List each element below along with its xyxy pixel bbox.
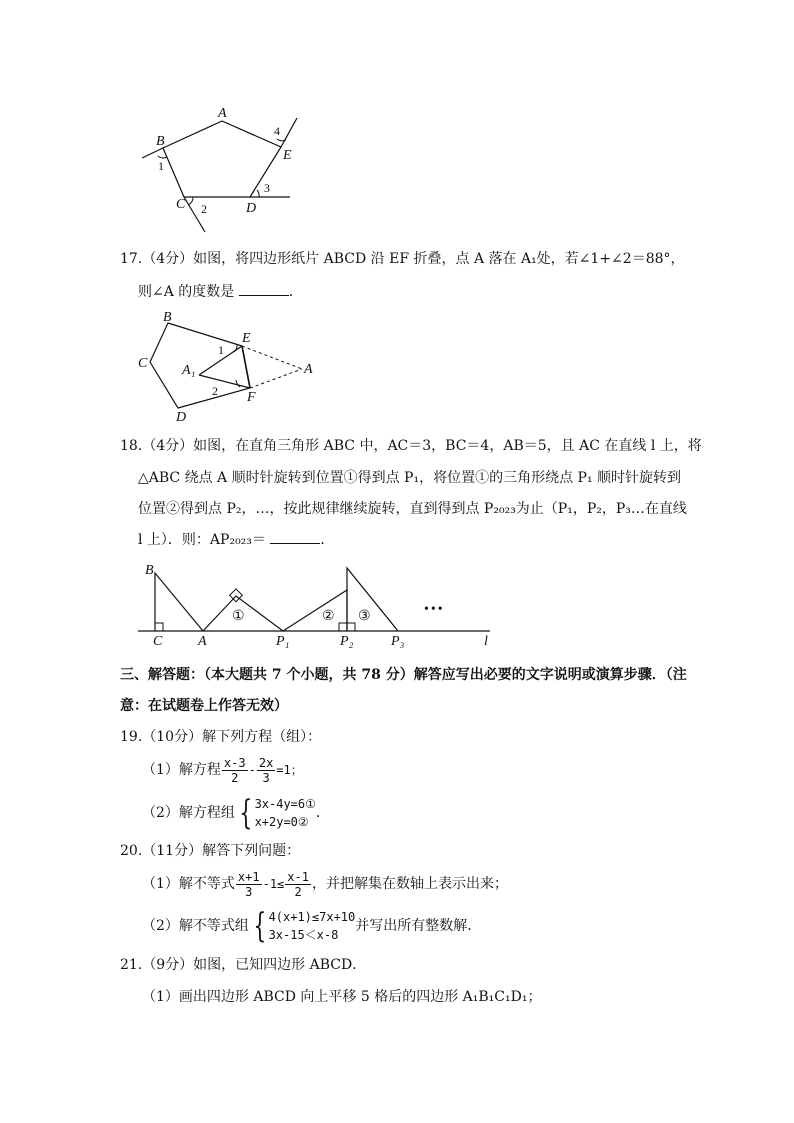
angle-4: 4 [274, 124, 280, 138]
q19-part1 [142, 752, 303, 788]
q18-line4 [138, 529, 334, 550]
inequality-2: 3x-15＜x-8 [268, 928, 339, 942]
label-b: B [145, 563, 154, 578]
triangle-position-3 [347, 568, 398, 631]
quad-shape [150, 323, 250, 408]
label-c: C [176, 197, 186, 212]
continuation-dots: ••• [424, 602, 445, 617]
inequality-1: 4(x+1)≤7x+10 [268, 910, 356, 924]
label-e: E [242, 331, 251, 346]
fraction-1 [236, 870, 262, 899]
dashed-edge-ea [242, 346, 302, 369]
q17-line1: 17.（4分）如图，将四边形纸片 ABCD 沿 EF 折叠，点 A 落在 A₁处，若∠1+∠2＝88°， [120, 251, 685, 267]
label-a: A [218, 106, 227, 121]
rotation-figure [130, 556, 500, 650]
label-e: E [283, 148, 292, 163]
angle-3: 3 [264, 181, 270, 195]
folded-edge-a1f [199, 375, 250, 388]
label-d: D [246, 201, 257, 216]
fraction-2-denominator: 3 [262, 770, 270, 785]
q18-line4-text: l 上）．则：AP₂₀₂₃＝ [138, 532, 266, 548]
angle-1: 1 [218, 343, 224, 357]
label-d: D [176, 410, 187, 425]
minus-sign: - [248, 763, 256, 777]
fraction-2-denominator: 2 [294, 884, 302, 899]
label-a1: A₁ [182, 363, 196, 378]
q18-line3: 位置②得到点 P₂，…，按此规律继续旋转，直到得到点 P₂₀₂₃为止（P₁，P₂，P₃…在直线 [138, 501, 687, 517]
angle-1: 1 [158, 159, 164, 173]
angle-2: 2 [201, 202, 207, 216]
fraction-1 [222, 756, 248, 785]
position-2-mark: ② [322, 609, 335, 624]
angle-2: 2 [212, 384, 218, 398]
fold-figure [130, 305, 330, 425]
triangle-original [155, 573, 203, 631]
q21-title: 21.（9分）如图，已知四边形 ABCD． [120, 957, 367, 973]
q17-answer-blank[interactable] [239, 281, 289, 296]
section3-line1: 三、解答题：（本大题共 7 个小题，共 78 分）解答应写出必要的文字说明或演算步骤．（注 [120, 667, 687, 683]
q18-answer-blank[interactable] [270, 529, 320, 544]
fold-line-ef [242, 346, 250, 388]
q20-part2-label: （2）解不等式组 [142, 918, 249, 934]
q19-part2 [142, 793, 330, 833]
q18-line4-end: ． [320, 532, 335, 548]
dashed-edge-fa [250, 369, 302, 388]
q17-line2 [138, 281, 303, 302]
q20-part2-end: 并写出所有整数解． [355, 918, 482, 934]
label-b: B [156, 134, 165, 149]
q17-line2-end: ． [288, 284, 303, 300]
label-c: C [138, 356, 148, 371]
fraction-2-numerator: 2x [258, 755, 274, 770]
equation-2: x+2y=0② [254, 815, 309, 829]
fraction-1-numerator: x+1 [237, 869, 260, 884]
q20-title: 20.（11分）解答下列问题： [120, 843, 301, 859]
q17-line2-text: 则∠A 的度数是 [138, 284, 235, 300]
system-brace: { [239, 793, 253, 833]
pentagon-figure [130, 95, 310, 240]
fraction-2-numerator: x-1 [287, 869, 309, 884]
q19-title: 19.（10分）解下列方程（组）： [120, 729, 322, 745]
q20-part2 [142, 906, 481, 946]
q18-line1: 18.（4分）如图，在直角三角形 ABC 中，AC＝3，BC＝4，AB＝5，且 AC 在直线 l 上，将 [120, 438, 702, 454]
label-a: A [304, 362, 313, 377]
q18-line2: △ABC 绕点 A 顺时针旋转到位置①得到点 P₁，将位置①的三角形绕点 P₁ 顺时针旋转到 [138, 470, 682, 486]
inequality-middle: -1≤ [262, 877, 285, 891]
label-f: F [247, 390, 256, 405]
position-3-mark: ③ [358, 609, 371, 624]
fraction-1-numerator: x-3 [223, 755, 246, 770]
label-a: A [198, 634, 207, 649]
q19-part1-label: （1）解方程 [142, 762, 221, 778]
q21-part1: （1）画出四边形 ABCD 向上平移 5 格后的四边形 A₁B₁C₁D₁； [142, 989, 542, 1005]
fraction-1-denominator: 3 [245, 884, 253, 899]
q19-part2-label: （2）解方程组 [142, 805, 235, 821]
q20-part1-label: （1）解不等式 [142, 876, 235, 892]
fraction-2 [285, 870, 311, 899]
equation-1: 3x-4y=6① [254, 797, 316, 811]
q19-part2-end: ． [315, 805, 330, 821]
inequality-system [269, 908, 356, 944]
system-brace: { [253, 906, 267, 946]
q20-part1-end: ，并把解集在数轴上表示出来； [311, 876, 508, 892]
q19-part1-end: =1； [276, 763, 303, 777]
position-1-mark: ① [232, 609, 245, 624]
fraction-1-denominator: 2 [231, 770, 239, 785]
label-p2: P₂ [340, 634, 354, 649]
label-b: B [163, 310, 172, 325]
label-l: l [484, 634, 488, 649]
section3-line2: 意：在试题卷上作答无效） [120, 698, 288, 714]
q20-part1 [142, 866, 508, 902]
triangle-position-2 [283, 590, 347, 631]
label-p1: P₁ [276, 634, 290, 649]
fraction-2 [257, 756, 275, 785]
label-p3: P₃ [391, 634, 405, 649]
extension-line-de [281, 118, 297, 147]
label-c: C [153, 634, 163, 649]
equation-system [255, 795, 316, 831]
extension-line-ab [142, 148, 163, 158]
